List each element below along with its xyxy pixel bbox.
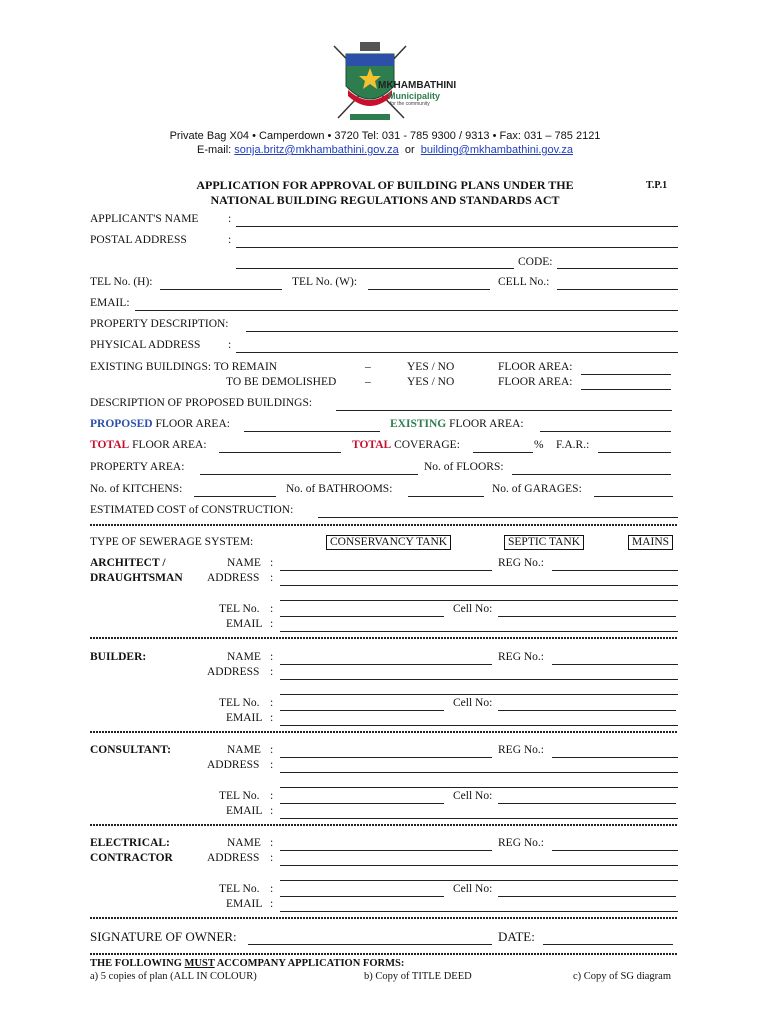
signature-field[interactable]: [248, 944, 492, 945]
tel-work-field[interactable]: [368, 289, 490, 290]
cell-label: CELL No.:: [498, 276, 550, 288]
electrical-contractor-cell-field[interactable]: [498, 896, 676, 897]
electrical-contractor-address-label: ADDRESS: [207, 852, 260, 864]
colon: :: [270, 790, 274, 802]
total-coverage-field[interactable]: [473, 452, 533, 453]
electrical-contractor-email-field[interactable]: [280, 911, 678, 912]
proposed-rest: FLOOR AREA:: [155, 418, 230, 430]
builder-name-label: NAME: [227, 651, 261, 663]
colon: :: [270, 759, 274, 771]
electrical-contractor-address-field-2[interactable]: [280, 880, 678, 881]
architect-title-line1: ARCHITECT /: [90, 557, 166, 569]
colon: :: [228, 213, 232, 225]
colon: :: [270, 744, 274, 756]
builder-address-field-2[interactable]: [280, 694, 678, 695]
signature-label: SIGNATURE OF OWNER:: [90, 929, 237, 944]
estimated-cost-field[interactable]: [318, 517, 678, 518]
consultant-address-field[interactable]: [280, 772, 678, 773]
remain-floor-area-label: FLOOR AREA:: [498, 361, 573, 373]
electrical-contractor-divider: [90, 917, 678, 919]
total-coverage-label: [352, 439, 460, 451]
email-prefix: E-mail:: [197, 144, 232, 156]
electrical-contractor-name-field[interactable]: [280, 850, 492, 851]
consultant-name-field[interactable]: [280, 757, 492, 758]
consultant-email-label: EMAIL: [226, 805, 263, 817]
builder-divider: [90, 731, 678, 733]
electrical-contractor-title-line2: CONTRACTOR: [90, 852, 173, 864]
email-line: [0, 144, 770, 156]
builder-email-field[interactable]: [280, 725, 678, 726]
sewerage-label: TYPE OF SEWERAGE SYSTEM:: [90, 536, 254, 548]
logo-name: MKHAMBATHINI: [378, 80, 457, 91]
colon: :: [270, 883, 274, 895]
consultant-cell-field[interactable]: [498, 803, 676, 804]
electrical-contractor-tel-field[interactable]: [280, 896, 444, 897]
proposed-description-field[interactable]: [336, 410, 672, 411]
section-divider: [90, 524, 678, 526]
consultant-tel-label: TEL No.: [219, 790, 260, 802]
sewerage-option-mains[interactable]: MAINS: [628, 535, 673, 550]
kitchens-label: No. of KITCHENS:: [90, 483, 183, 495]
bathrooms-field[interactable]: [408, 496, 484, 497]
logo-subtitle: Municipality: [388, 91, 441, 101]
builder-address-field[interactable]: [280, 679, 678, 680]
applicant-name-label: APPLICANT'S NAME: [90, 213, 199, 225]
must-word: MUST: [184, 958, 215, 969]
colon: :: [270, 603, 274, 615]
colon: :: [270, 697, 274, 709]
garages-field[interactable]: [594, 496, 673, 497]
proposed-floor-area-label: [90, 418, 230, 430]
postal-code-label: CODE:: [518, 256, 553, 268]
remain-yes-no[interactable]: YES / NO: [407, 361, 455, 373]
builder-reg-field[interactable]: [552, 664, 678, 665]
postal-address-field-2[interactable]: [236, 268, 514, 269]
demolish-floor-area-label: FLOOR AREA:: [498, 376, 573, 388]
colon: :: [270, 572, 274, 584]
builder-cell-label: Cell No:: [453, 697, 493, 709]
colon: :: [270, 557, 274, 569]
consultant-reg-field[interactable]: [552, 757, 678, 758]
total-coverage-word: TOTAL: [352, 439, 392, 451]
architect-name-label: NAME: [227, 557, 261, 569]
email-link-building[interactable]: building@mkhambathini.gov.za: [420, 144, 573, 156]
total-floor-area-label: [90, 439, 207, 451]
tel-work-label: TEL No. (W):: [292, 276, 358, 288]
colon: :: [228, 234, 232, 246]
email-link-sonja[interactable]: sonja.britz@mkhambathini.gov.za: [234, 144, 399, 156]
estimated-cost-label: ESTIMATED COST of CONSTRUCTION:: [90, 504, 294, 516]
colon: :: [270, 651, 274, 663]
percent-sign: %: [534, 439, 544, 451]
total-floor-area-field[interactable]: [219, 452, 341, 453]
date-field[interactable]: [543, 944, 673, 945]
consultant-address-label: ADDRESS: [207, 759, 260, 771]
requirement-a: a) 5 copies of plan (ALL IN COLOUR): [90, 971, 257, 982]
floors-field[interactable]: [512, 474, 671, 475]
cell-field[interactable]: [557, 289, 678, 290]
floors-label: No. of FLOORS:: [424, 461, 504, 473]
electrical-contractor-address-field[interactable]: [280, 865, 678, 866]
proposed-description-label: DESCRIPTION OF PROPOSED BUILDINGS:: [90, 397, 313, 409]
existing-floor-area-label: [390, 418, 524, 430]
architect-cell-field[interactable]: [498, 616, 676, 617]
colon: :: [270, 618, 274, 630]
requirement-c: c) Copy of SG diagram: [573, 971, 671, 982]
postal-address-field[interactable]: [236, 247, 678, 248]
colon: :: [228, 339, 232, 351]
electrical-contractor-tel-label: TEL No.: [219, 883, 260, 895]
municipality-logo: [330, 40, 480, 128]
consultant-reg-label: REG No.:: [498, 744, 544, 756]
physical-address-field[interactable]: [236, 352, 678, 353]
colon: :: [270, 805, 274, 817]
colon: :: [270, 852, 274, 864]
electrical-contractor-name-label: NAME: [227, 837, 261, 849]
existing-rest: FLOOR AREA:: [449, 418, 524, 430]
builder-address-label: ADDRESS: [207, 666, 260, 678]
must-pre: THE FOLLOWING: [90, 958, 185, 969]
requirement-b: b) Copy of TITLE DEED: [364, 971, 472, 982]
architect-cell-label: Cell No:: [453, 603, 493, 615]
address-line: Private Bag X04 • Camperdown • 3720 Tel: 031 - 785 9300 / 9313 • Fax: 031 – 785 2121: [169, 130, 601, 142]
total-rest: FLOOR AREA:: [132, 439, 207, 451]
architect-divider: [90, 637, 678, 639]
date-label: DATE:: [498, 929, 535, 944]
colon: :: [270, 837, 274, 849]
total-word: TOTAL: [90, 439, 130, 451]
builder-name-field[interactable]: [280, 664, 492, 665]
form-title-line2: NATIONAL BUILDING REGULATIONS AND STANDARDS ACT: [210, 193, 560, 207]
far-label: F.A.R.:: [556, 439, 590, 451]
tel-home-field[interactable]: [160, 289, 282, 290]
email-label: EMAIL:: [90, 297, 130, 309]
builder-tel-field[interactable]: [280, 710, 444, 711]
electrical-contractor-reg-field[interactable]: [552, 850, 678, 851]
architect-email-field[interactable]: [280, 631, 678, 632]
architect-reg-field[interactable]: [552, 570, 678, 571]
demolish-floor-area-field[interactable]: [581, 389, 671, 390]
architect-reg-label: REG No.:: [498, 557, 544, 569]
total-coverage-rest: COVERAGE:: [394, 439, 460, 451]
form-code: T.P.1: [646, 180, 668, 191]
postal-address-label: POSTAL ADDRESS: [90, 234, 187, 246]
sewerage-option-conservancy[interactable]: CONSERVANCY TANK: [326, 535, 451, 550]
must-accompany-heading: [90, 958, 404, 969]
property-description-field[interactable]: [246, 331, 678, 332]
builder-cell-field[interactable]: [498, 710, 676, 711]
sewerage-option-septic[interactable]: SEPTIC TANK: [504, 535, 584, 550]
consultant-email-field[interactable]: [280, 818, 678, 819]
email-field[interactable]: [135, 310, 678, 311]
architect-address-field[interactable]: [280, 585, 678, 586]
builder-reg-label: REG No.:: [498, 651, 544, 663]
builder-title-line1: BUILDER:: [90, 651, 147, 663]
property-area-field[interactable]: [200, 474, 418, 475]
electrical-contractor-reg-label: REG No.:: [498, 837, 544, 849]
colon: :: [270, 898, 274, 910]
kitchens-field[interactable]: [194, 496, 276, 497]
consultant-name-label: NAME: [227, 744, 261, 756]
proposed-floor-area-field[interactable]: [244, 431, 380, 432]
dash: –: [365, 361, 371, 373]
consultant-divider: [90, 824, 678, 826]
builder-tel-label: TEL No.: [219, 697, 260, 709]
property-area-label: PROPERTY AREA:: [90, 461, 185, 473]
demolish-yes-no[interactable]: YES / NO: [407, 376, 455, 388]
garages-label: No. of GARAGES:: [492, 483, 582, 495]
architect-tel-field[interactable]: [280, 616, 444, 617]
footer-divider: [90, 953, 678, 955]
builder-email-label: EMAIL: [226, 712, 263, 724]
remain-floor-area-field[interactable]: [581, 374, 671, 375]
colon: :: [270, 712, 274, 724]
electrical-contractor-email-label: EMAIL: [226, 898, 263, 910]
bathrooms-label: No. of BATHROOMS:: [286, 483, 393, 495]
email-or: or: [404, 144, 415, 156]
consultant-title-line1: CONSULTANT:: [90, 744, 171, 756]
architect-title-line2: DRAUGHTSMAN: [90, 572, 183, 584]
proposed-word: PROPOSED: [90, 418, 153, 430]
postal-code-field[interactable]: [557, 268, 678, 269]
must-post: ACCOMPANY APPLICATION FORMS:: [214, 958, 405, 969]
form-title-line1: APPLICATION FOR APPROVAL OF BUILDING PLANS UNDER THE: [196, 178, 574, 192]
existing-remain-label: EXISTING BUILDINGS: TO REMAIN: [90, 361, 278, 373]
electrical-contractor-cell-label: Cell No:: [453, 883, 493, 895]
architect-tel-label: TEL No.: [219, 603, 260, 615]
architect-email-label: EMAIL: [226, 618, 263, 630]
logo-tagline: for the community: [390, 101, 430, 107]
tel-home-label: TEL No. (H):: [90, 276, 153, 288]
demolish-label: TO BE DEMOLISHED: [226, 376, 337, 388]
architect-name-field[interactable]: [280, 570, 492, 571]
architect-address-field-2[interactable]: [280, 600, 678, 601]
physical-address-label: PHYSICAL ADDRESS: [90, 339, 201, 351]
electrical-contractor-title-line1: ELECTRICAL:: [90, 837, 170, 849]
applicant-name-field[interactable]: [236, 226, 678, 227]
consultant-tel-field[interactable]: [280, 803, 444, 804]
architect-address-label: ADDRESS: [207, 572, 260, 584]
far-field[interactable]: [598, 452, 671, 453]
existing-floor-area-field[interactable]: [540, 431, 671, 432]
existing-word: EXISTING: [390, 418, 447, 430]
dash: –: [365, 376, 371, 388]
colon: :: [270, 666, 274, 678]
consultant-cell-label: Cell No:: [453, 790, 493, 802]
property-description-label: PROPERTY DESCRIPTION:: [90, 318, 229, 330]
consultant-address-field-2[interactable]: [280, 787, 678, 788]
